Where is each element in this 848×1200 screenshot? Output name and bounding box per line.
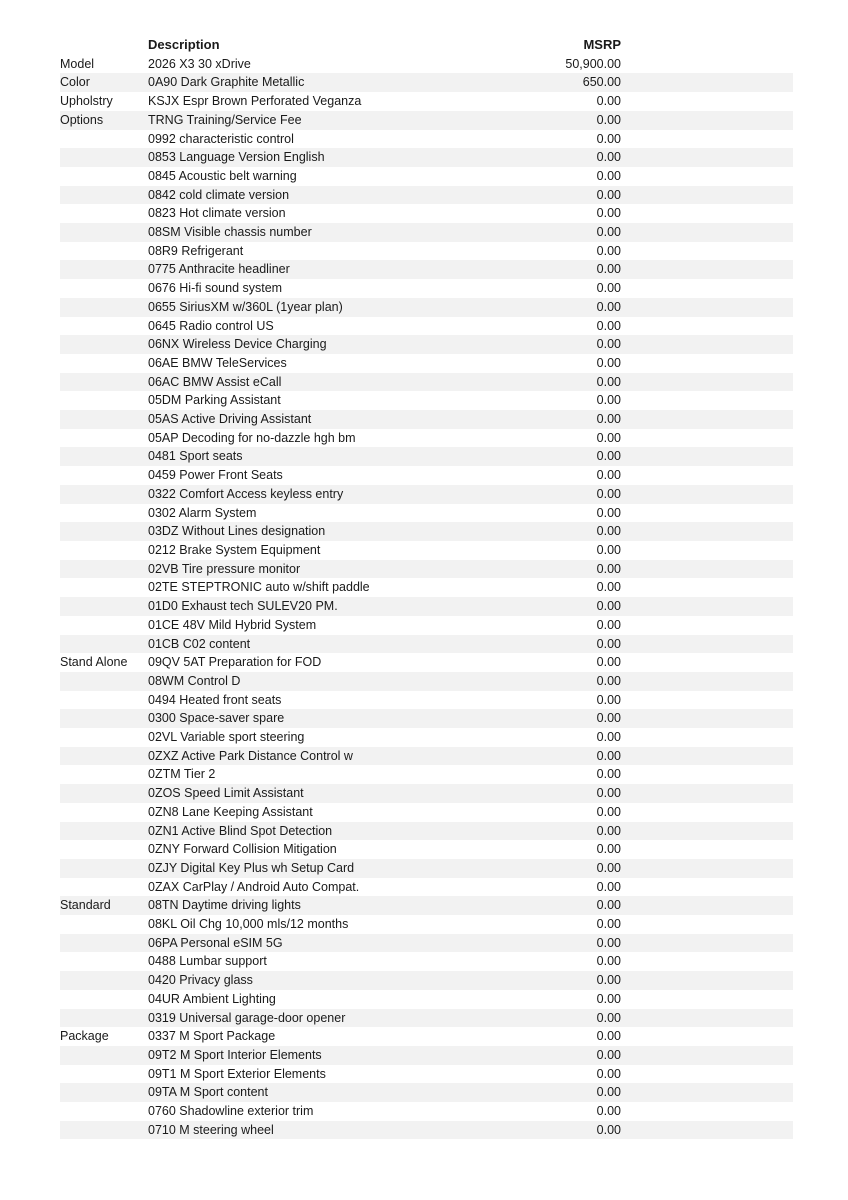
cell-category [60,784,148,803]
cell-category [60,186,148,205]
cell-category [60,765,148,784]
cell-description: 0420 Privacy glass [148,971,513,990]
cell-trailing [621,167,793,186]
table-row [60,1009,793,1028]
cell-msrp: 0.00 [513,1065,621,1084]
table-row [60,111,793,130]
cell-msrp: 0.00 [513,971,621,990]
table-row [60,373,793,392]
table-row [60,822,793,841]
cell-trailing [621,466,793,485]
table-row [60,840,793,859]
cell-msrp: 0.00 [513,466,621,485]
table-row [60,279,793,298]
cell-trailing [621,597,793,616]
cell-description: 0A90 Dark Graphite Metallic [148,73,513,92]
column-header-description: Description [148,37,220,52]
cell-description: 06AE BMW TeleServices [148,354,513,373]
table-row [60,1046,793,1065]
cell-category [60,1065,148,1084]
cell-trailing [621,92,793,111]
cell-msrp: 0.00 [513,915,621,934]
cell-msrp: 0.00 [513,635,621,654]
cell-msrp: 0.00 [513,728,621,747]
cell-description: 02VB Tire pressure monitor [148,560,513,579]
cell-category: Package [60,1027,148,1046]
table-row [60,560,793,579]
cell-msrp: 0.00 [513,148,621,167]
cell-category [60,391,148,410]
cell-msrp: 0.00 [513,1121,621,1140]
cell-msrp: 0.00 [513,691,621,710]
cell-category [60,747,148,766]
cell-description: 01CB C02 content [148,635,513,654]
cell-msrp: 0.00 [513,822,621,841]
cell-msrp: 0.00 [513,859,621,878]
cell-msrp: 0.00 [513,747,621,766]
cell-trailing [621,896,793,915]
table-row [60,429,793,448]
cell-trailing [621,616,793,635]
cell-msrp: 0.00 [513,391,621,410]
table-row [60,1083,793,1102]
cell-trailing [621,635,793,654]
cell-msrp: 650.00 [513,73,621,92]
cell-msrp: 0.00 [513,709,621,728]
table-header [60,36,793,55]
cell-description: 0494 Heated front seats [148,691,513,710]
cell-category [60,373,148,392]
cell-msrp: 0.00 [513,1083,621,1102]
cell-trailing [621,335,793,354]
cell-trailing [621,1027,793,1046]
cell-category [60,1046,148,1065]
cell-description: 0300 Space-saver spare [148,709,513,728]
table-row [60,878,793,897]
cell-description: 05AP Decoding for no-dazzle hgh bm [148,429,513,448]
cell-description: 04UR Ambient Lighting [148,990,513,1009]
cell-description: 09TA M Sport content [148,1083,513,1102]
cell-description: 0319 Universal garage-door opener [148,1009,513,1028]
cell-description: 0ZNY Forward Collision Mitigation [148,840,513,859]
cell-category [60,410,148,429]
table-row [60,130,793,149]
cell-trailing [621,55,793,74]
cell-category [60,335,148,354]
cell-msrp: 0.00 [513,186,621,205]
cell-category [60,578,148,597]
cell-msrp: 0.00 [513,522,621,541]
table-row [60,485,793,504]
cell-msrp: 0.00 [513,653,621,672]
cell-category [60,616,148,635]
cell-trailing [621,541,793,560]
cell-trailing [621,373,793,392]
cell-msrp: 0.00 [513,504,621,523]
cell-msrp: 0.00 [513,354,621,373]
table-row [60,1121,793,1140]
table-row [60,653,793,672]
table-row [60,466,793,485]
cell-category: Stand Alone [60,653,148,672]
cell-trailing [621,1083,793,1102]
cell-category [60,1102,148,1121]
cell-category [60,279,148,298]
table-row [60,1102,793,1121]
cell-category [60,560,148,579]
cell-trailing [621,765,793,784]
cell-trailing [621,934,793,953]
table-row [60,504,793,523]
cell-trailing [621,672,793,691]
table-row [60,148,793,167]
table-row [60,223,793,242]
cell-category [60,429,148,448]
cell-category [60,728,148,747]
cell-msrp: 0.00 [513,373,621,392]
cell-category: Color [60,73,148,92]
cell-category [60,709,148,728]
cell-msrp: 0.00 [513,803,621,822]
cell-trailing [621,952,793,971]
cell-msrp: 0.00 [513,1027,621,1046]
table-row [60,167,793,186]
cell-category [60,822,148,841]
cell-description: 05DM Parking Assistant [148,391,513,410]
cell-description: 0212 Brake System Equipment [148,541,513,560]
cell-trailing [621,1009,793,1028]
cell-msrp: 0.00 [513,111,621,130]
column-header-category [60,36,148,55]
cell-category: Standard [60,896,148,915]
table-row [60,672,793,691]
cell-description: 0ZJY Digital Key Plus wh Setup Card [148,859,513,878]
cell-trailing [621,391,793,410]
cell-msrp: 0.00 [513,597,621,616]
cell-trailing [621,298,793,317]
cell-description: 0676 Hi-fi sound system [148,279,513,298]
table-row [60,635,793,654]
cell-msrp: 0.00 [513,784,621,803]
table-body [60,55,793,1140]
table-row [60,597,793,616]
cell-description: 08WM Control D [148,672,513,691]
cell-description: 03DZ Without Lines designation [148,522,513,541]
cell-category [60,1121,148,1140]
cell-trailing [621,186,793,205]
table-row [60,317,793,336]
cell-trailing [621,317,793,336]
cell-msrp: 0.00 [513,410,621,429]
cell-trailing [621,223,793,242]
cell-trailing [621,653,793,672]
cell-description: 08SM Visible chassis number [148,223,513,242]
cell-category [60,485,148,504]
cell-trailing [621,691,793,710]
cell-category: Model [60,55,148,74]
cell-trailing [621,522,793,541]
cell-msrp: 0.00 [513,934,621,953]
cell-description: 08TN Daytime driving lights [148,896,513,915]
cell-category [60,878,148,897]
cell-trailing [621,990,793,1009]
cell-category [60,354,148,373]
table-row [60,242,793,261]
cell-description: 02VL Variable sport steering [148,728,513,747]
table-row [60,1065,793,1084]
cell-msrp: 0.00 [513,317,621,336]
cell-category [60,952,148,971]
cell-msrp: 0.00 [513,896,621,915]
table-row [60,934,793,953]
table-row [60,747,793,766]
table-row [60,971,793,990]
cell-msrp: 0.00 [513,616,621,635]
cell-trailing [621,260,793,279]
cell-description: 0322 Comfort Access keyless entry [148,485,513,504]
table-row [60,728,793,747]
cell-msrp: 0.00 [513,279,621,298]
cell-description: 06AC BMW Assist eCall [148,373,513,392]
cell-description: 09QV 5AT Preparation for FOD [148,653,513,672]
cell-trailing [621,859,793,878]
table-row [60,990,793,1009]
cell-category [60,672,148,691]
cell-trailing [621,130,793,149]
cell-trailing [621,410,793,429]
cell-description: 02TE STEPTRONIC auto w/shift paddle [148,578,513,597]
cell-category [60,504,148,523]
table-row [60,691,793,710]
table-row [60,784,793,803]
table-row [60,55,793,74]
cell-trailing [621,204,793,223]
table-row [60,765,793,784]
cell-category [60,859,148,878]
cell-trailing [621,429,793,448]
table-row [60,578,793,597]
cell-description: 0845 Acoustic belt warning [148,167,513,186]
cell-trailing [621,1065,793,1084]
cell-description: 0ZAX CarPlay / Android Auto Compat. [148,878,513,897]
cell-description: 0655 SiriusXM w/360L (1year plan) [148,298,513,317]
cell-category [60,317,148,336]
table-row [60,709,793,728]
cell-msrp: 0.00 [513,92,621,111]
cell-description: 09T2 M Sport Interior Elements [148,1046,513,1065]
cell-msrp: 0.00 [513,952,621,971]
cell-msrp: 0.00 [513,840,621,859]
cell-trailing [621,915,793,934]
cell-msrp: 0.00 [513,541,621,560]
table-row [60,915,793,934]
cell-msrp: 0.00 [513,130,621,149]
cell-trailing [621,728,793,747]
table-row [60,896,793,915]
cell-description: 0775 Anthracite headliner [148,260,513,279]
table-row [60,186,793,205]
cell-msrp: 0.00 [513,223,621,242]
table-row [60,335,793,354]
cell-msrp: 0.00 [513,560,621,579]
cell-trailing [621,709,793,728]
cell-trailing [621,971,793,990]
cell-category [60,466,148,485]
table-header-row [60,36,793,55]
cell-description: 2026 X3 30 xDrive [148,55,513,74]
cell-category [60,447,148,466]
table-row [60,803,793,822]
cell-category [60,915,148,934]
cell-msrp: 50,900.00 [513,55,621,74]
cell-description: 0645 Radio control US [148,317,513,336]
cell-description: 0337 M Sport Package [148,1027,513,1046]
cell-description: 0302 Alarm System [148,504,513,523]
cell-category [60,691,148,710]
cell-category [60,260,148,279]
cell-msrp: 0.00 [513,1046,621,1065]
cell-description: 0ZTM Tier 2 [148,765,513,784]
cell-msrp: 0.00 [513,578,621,597]
cell-description: 0ZXZ Active Park Distance Control w [148,747,513,766]
cell-category [60,803,148,822]
cell-description: 0481 Sport seats [148,447,513,466]
cell-description: 0ZN8 Lane Keeping Assistant [148,803,513,822]
cell-trailing [621,111,793,130]
table-row [60,204,793,223]
table-row [60,859,793,878]
cell-trailing [621,447,793,466]
cell-description: 0ZOS Speed Limit Assistant [148,784,513,803]
cell-description: 0992 characteristic control [148,130,513,149]
cell-description: 0853 Language Version English [148,148,513,167]
cell-msrp: 0.00 [513,447,621,466]
cell-description: 0760 Shadowline exterior trim [148,1102,513,1121]
cell-description: 0842 cold climate version [148,186,513,205]
cell-category [60,635,148,654]
table-row [60,260,793,279]
cell-description: 09T1 M Sport Exterior Elements [148,1065,513,1084]
cell-trailing [621,485,793,504]
cell-category [60,148,148,167]
cell-trailing [621,560,793,579]
cell-category [60,1083,148,1102]
table-row [60,522,793,541]
cell-description: 06NX Wireless Device Charging [148,335,513,354]
cell-trailing [621,784,793,803]
cell-msrp: 0.00 [513,485,621,504]
cell-description: 01D0 Exhaust tech SULEV20 PM. [148,597,513,616]
table-row [60,73,793,92]
cell-category [60,522,148,541]
cell-trailing [621,148,793,167]
column-header-msrp: MSRP [583,37,621,52]
cell-msrp: 0.00 [513,167,621,186]
cell-msrp: 0.00 [513,878,621,897]
cell-description: 0ZN1 Active Blind Spot Detection [148,822,513,841]
cell-description: 0710 M steering wheel [148,1121,513,1140]
table-row [60,952,793,971]
cell-category: Options [60,111,148,130]
cell-trailing [621,578,793,597]
table-row [60,1027,793,1046]
cell-description: 08KL Oil Chg 10,000 mls/12 months [148,915,513,934]
cell-category [60,167,148,186]
cell-category [60,1009,148,1028]
cell-description: 0823 Hot climate version [148,204,513,223]
table-row [60,616,793,635]
cell-trailing [621,73,793,92]
cell-msrp: 0.00 [513,204,621,223]
cell-msrp: 0.00 [513,1102,621,1121]
table-row [60,92,793,111]
cell-category [60,840,148,859]
cell-description: 0488 Lumbar support [148,952,513,971]
cell-description: TRNG Training/Service Fee [148,111,513,130]
table-row [60,354,793,373]
cell-msrp: 0.00 [513,1009,621,1028]
cell-description: 0459 Power Front Seats [148,466,513,485]
cell-msrp: 0.00 [513,298,621,317]
cell-category [60,223,148,242]
vehicle-spec-table [60,36,793,1139]
cell-category [60,204,148,223]
cell-description: KSJX Espr Brown Perforated Veganza [148,92,513,111]
cell-trailing [621,878,793,897]
cell-category [60,541,148,560]
cell-description: 01CE 48V Mild Hybrid System [148,616,513,635]
cell-msrp: 0.00 [513,335,621,354]
cell-category [60,934,148,953]
cell-category [60,990,148,1009]
cell-category [60,298,148,317]
cell-trailing [621,747,793,766]
cell-description: 05AS Active Driving Assistant [148,410,513,429]
table-row [60,410,793,429]
cell-trailing [621,504,793,523]
cell-msrp: 0.00 [513,260,621,279]
cell-msrp: 0.00 [513,765,621,784]
table-row [60,447,793,466]
cell-trailing [621,1121,793,1140]
cell-description: 06PA Personal eSIM 5G [148,934,513,953]
column-header-trailing [621,36,793,55]
cell-trailing [621,822,793,841]
cell-trailing [621,1102,793,1121]
cell-category: Upholstry [60,92,148,111]
cell-trailing [621,1046,793,1065]
cell-category [60,597,148,616]
cell-category [60,130,148,149]
cell-trailing [621,279,793,298]
cell-trailing [621,242,793,261]
cell-description: 08R9 Refrigerant [148,242,513,261]
table-row [60,391,793,410]
cell-trailing [621,840,793,859]
cell-msrp: 0.00 [513,672,621,691]
cell-msrp: 0.00 [513,429,621,448]
cell-msrp: 0.00 [513,990,621,1009]
table-row [60,541,793,560]
cell-category [60,971,148,990]
cell-msrp: 0.00 [513,242,621,261]
cell-trailing [621,803,793,822]
cell-category [60,242,148,261]
table-row [60,298,793,317]
cell-trailing [621,354,793,373]
